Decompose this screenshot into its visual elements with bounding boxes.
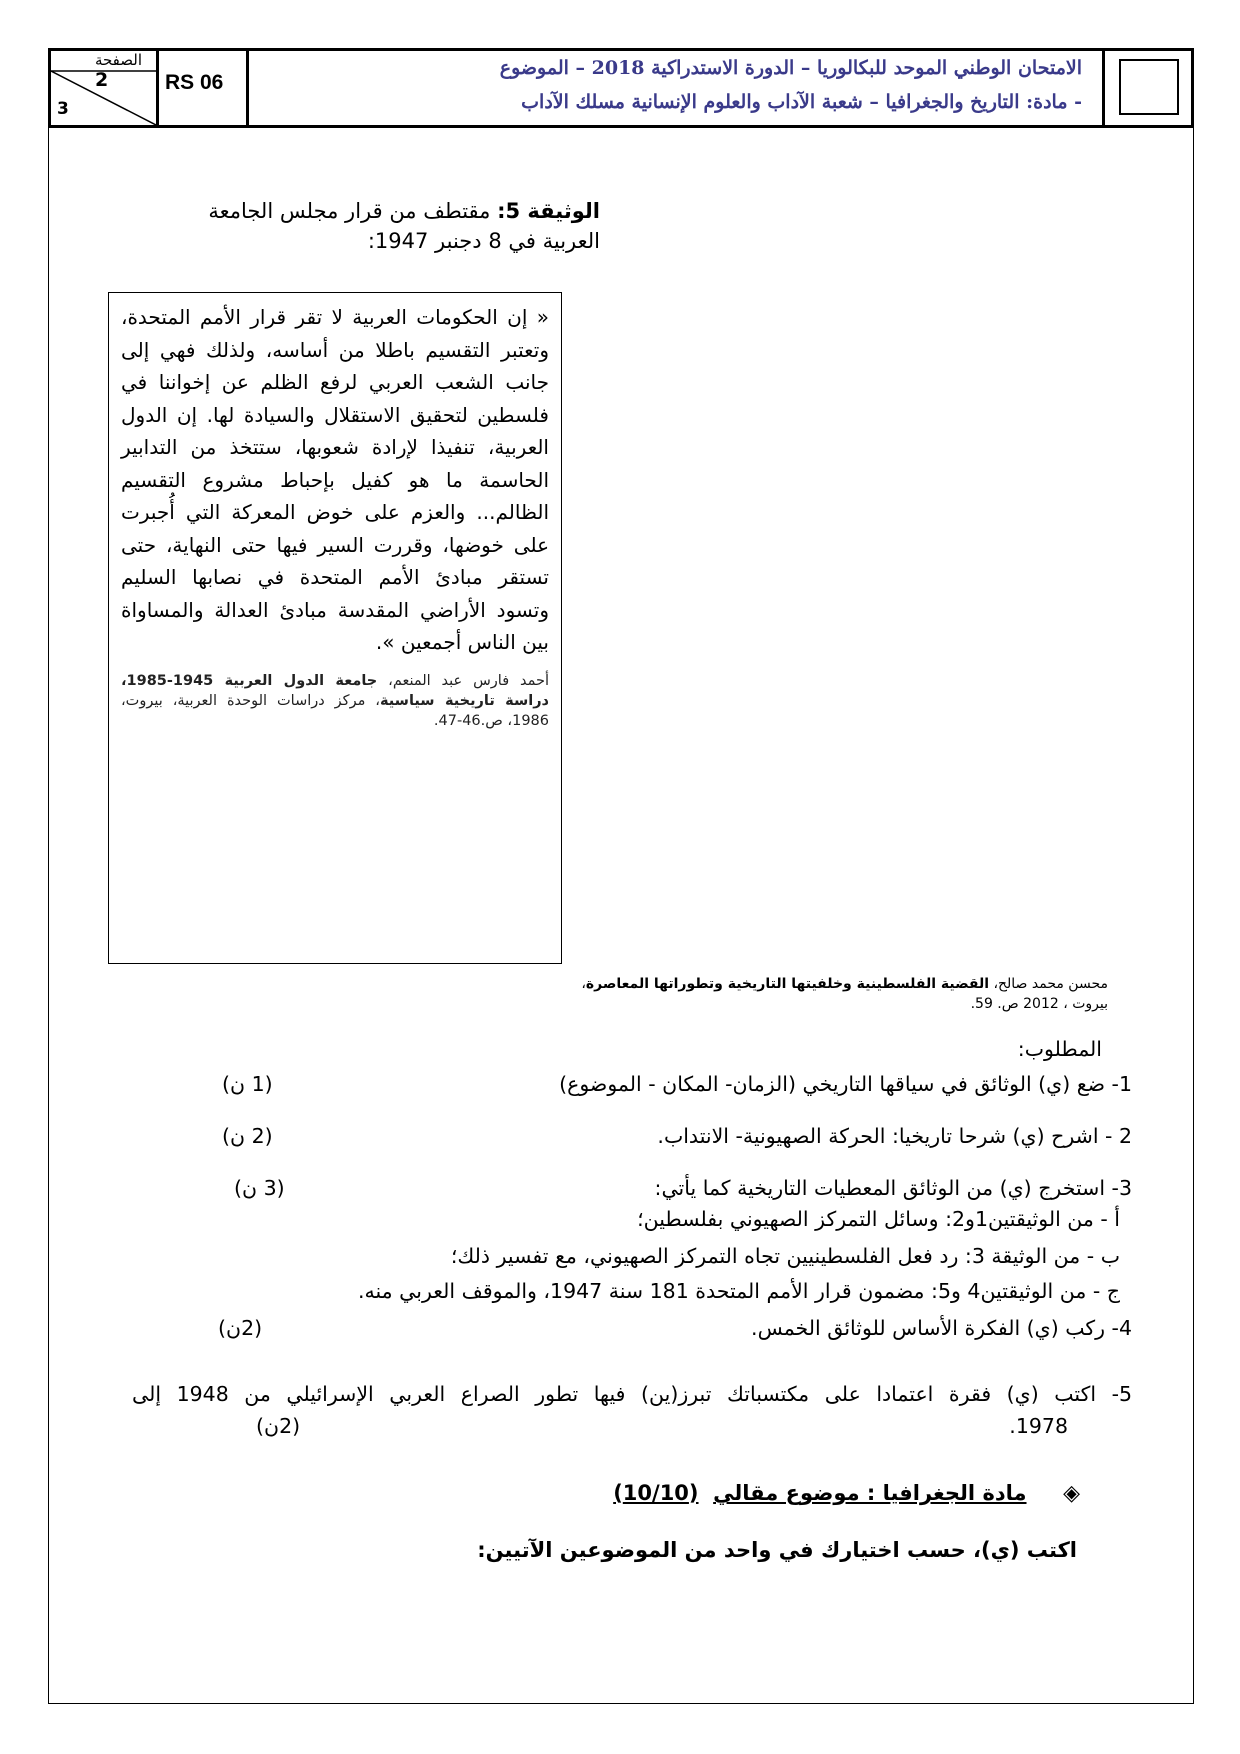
document5-quote: « إن الحكومات العربية لا تقر قرار الأمم المتحدة، وتعتبر التقسيم باطلا من أساسه، ولذلك فهي إلى جانب الشعب العربي لرفع الظلم عن إخواننا في فلسطين لتحقيق الاستقلال والسيادة لها. إن الدول العربية، تنفيذا لإرادة شعوبها، ستتخذ من التدابير الحاسمة ما هو كفيل بإحباط مشروع التقسيم الظالم... والعزم على خوض المعركة التي أُجبرت على خوضها، وقررت السير فيها حتى النهاية، حتى تستقر مبادئ الأمم المتحدة في نصابها السليم وتسود الأراضي المقدسة مبادئ العدالة والمساواة بين الناس أجمعين ». xyxy=(121,305,549,654)
page-label: الصفحة xyxy=(94,51,142,69)
geography-score: (10/10) xyxy=(613,1481,699,1505)
question-4: 4- ركب (ي) الفكرة الأساس للوثائق الخمس. xyxy=(751,1316,1132,1340)
question-4-points: (2ن) xyxy=(218,1316,263,1340)
question-3a: أ - من الوثيقتين1و2: وسائل التمركز الصهيوني بفلسطين؛ xyxy=(637,1207,1120,1231)
question-3c: ج - من الوثيقتين4 و5: مضمون قرار الأمم المتحدة 181 سنة 1947، والموقف العربي منه. xyxy=(357,1279,1120,1303)
exam-code-cell xyxy=(159,51,249,125)
document5-source xyxy=(121,671,549,731)
question-5-line1: 5- اكتب (ي) فقرة اعتمادا على مكتسباتك تبرز(ين) فيها تطور الصراع العربي الإسرائيلي من 1948 إلى xyxy=(132,1382,1133,1406)
document5-source-details: ، مركز دراسات الوحدة العربية، بيروت، 1986، ص.46-47. xyxy=(121,692,549,729)
diamond-bullet-icon: ◈ xyxy=(1063,1481,1080,1506)
stamp-box xyxy=(1119,59,1179,115)
exam-title-cell xyxy=(249,51,1105,125)
question-2: 2 - اشرح (ي) شرحا تاريخيا: الحركة الصهيونية- الانتداب. xyxy=(657,1124,1132,1148)
exam-title-line1: الامتحان الوطني الموحد للبكالوريا – الدورة الاستدراكية 2018 – الموضوع xyxy=(499,57,1082,79)
page-total: 3 xyxy=(57,99,69,119)
exam-title-line2: - مادة: التاريخ والجغرافيا – شعبة الآداب والعلوم الإنسانية مسلك الآداب xyxy=(521,91,1082,113)
questions-heading: المطلوب: xyxy=(1017,1037,1102,1061)
question-2-points: (2 ن) xyxy=(222,1124,273,1148)
geography-heading-row xyxy=(613,1481,1080,1506)
document5-label: الوثيقة 5: xyxy=(497,199,600,223)
document5-source-title: جامعة الدول العربية 1945-1985، دراسة تاريخية سياسية xyxy=(121,672,549,709)
document4-source-details: ، بيروت ، 2012 ص. 59. xyxy=(581,976,1108,1012)
question-5-points: (2ن) xyxy=(256,1414,301,1438)
question-3b: ب - من الوثيقة 3: رد فعل الفلسطينيين تجاه التمركز الصهيوني، مع تفسير ذلك؛ xyxy=(450,1244,1120,1268)
stamp-cell xyxy=(1105,51,1191,125)
document5-quote-box xyxy=(108,292,562,964)
question-1-points: (1 ن) xyxy=(222,1072,273,1096)
document4-source-title: القضية الفلسطينية وخلفيتها التاريخية وتطوراتها المعاصرة xyxy=(585,976,989,992)
geography-instruction: اكتب (ي)، حسب اختيارك في واحد من الموضوعين الآتيين: xyxy=(477,1538,1077,1562)
question-1: 1- ضع (ي) الوثائق في سياقها التاريخي (الزمان- المكان - الموضوع) xyxy=(559,1072,1132,1096)
page-number-cell xyxy=(51,51,159,125)
document5-title-text: مقتطف من قرار مجلس الجامعة العربية في 8 دجنبر 1947: xyxy=(208,199,600,253)
document5-title xyxy=(180,196,600,256)
question-3-points: (3 ن) xyxy=(234,1176,285,1200)
page-number: 2 xyxy=(95,69,109,91)
exam-code: RS 06 xyxy=(165,71,224,94)
question-3: 3- استخرج (ي) من الوثائق المعطيات التاريخية كما يأتي: xyxy=(654,1176,1132,1200)
document4-source xyxy=(548,974,1108,1014)
exam-header xyxy=(48,48,1194,128)
question-5-line2: 1978. xyxy=(1009,1414,1068,1438)
document4-source-author: محسن محمد صالح، xyxy=(989,976,1108,992)
geography-heading: مادة الجغرافيا : موضوع مقالي xyxy=(713,1481,1027,1505)
document5-source-author: أحمد فارس عبد المنعم، xyxy=(377,672,549,689)
